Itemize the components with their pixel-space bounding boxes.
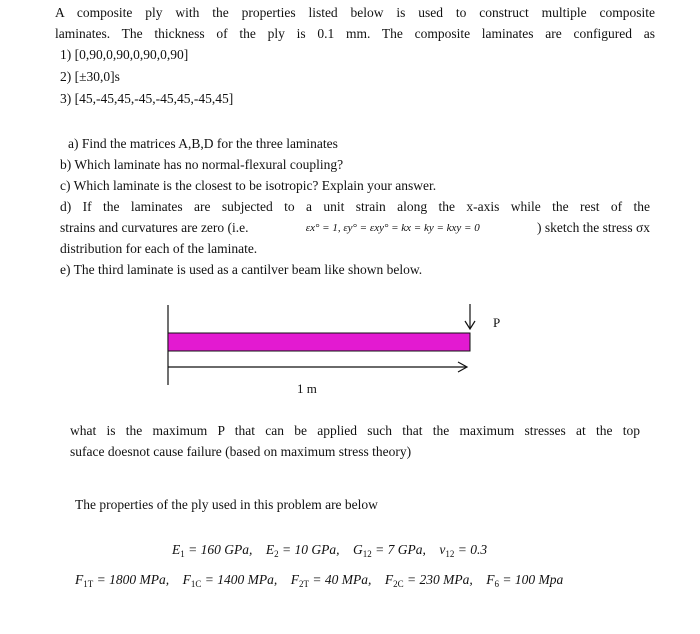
question-c: c) Which laminate is the closest to be isotropic? Explain your answer. xyxy=(60,178,437,193)
question-d-text-a: strains and curvatures are zero (i.e. xyxy=(60,220,249,235)
F2C-value: 230 MPa, xyxy=(419,572,473,587)
followup-line-2: suface doesnot cause failure (based on maximum stress theory) xyxy=(70,444,412,459)
intro-paragraph xyxy=(55,2,655,44)
length-label: 1 m xyxy=(297,381,317,396)
F1T-symbol: $F_{1T}$ = xyxy=(75,572,106,589)
laminate-config-3: 3) [45,-45,45,-45,-45,45,-45,45] xyxy=(60,91,234,106)
E1-symbol: $E_1$ = xyxy=(172,542,198,559)
v12-symbol: $v_{12}$ = xyxy=(439,542,467,559)
load-label: P xyxy=(493,315,500,330)
G12-symbol: $G_{12}$ = xyxy=(353,542,385,559)
followup-line-1: what is the maximum P that can be applied such that the maximum stresses at the top xyxy=(70,423,640,438)
F1T-value: 1800 MPa, xyxy=(109,572,170,587)
laminate-config-1: 1) [0,90,0,90,0,90,0,90] xyxy=(60,47,189,62)
E2-symbol: $E_2$ = xyxy=(265,542,292,559)
F6-value: 100 Mpa xyxy=(514,572,564,587)
question-d-line-3: distribution for each of the laminate. xyxy=(60,241,258,256)
F1C-value: 1400 MPa, xyxy=(217,572,278,587)
question-d-line-1: d) If the laminates are subjected to a unit strain along the x-axis while the rest of the xyxy=(60,199,650,214)
question-d-text-b: ) sketch the stress σx xyxy=(536,220,650,235)
F2T-symbol: $F_{2T}$ = xyxy=(290,572,322,589)
properties-intro: The properties of the ply used in this problem are below xyxy=(75,497,378,512)
F1C-symbol: $F_{1C}$ = xyxy=(182,572,214,589)
v12-value: 0.3 xyxy=(470,542,488,557)
E1-value: 160 GPa, xyxy=(200,542,253,557)
G12-value: 7 GPa, xyxy=(387,542,426,557)
question-b: b) Which laminate has no normal-flexural coupling? xyxy=(60,157,344,172)
properties-line-2 xyxy=(75,569,563,595)
cantilever-beam-diagram xyxy=(160,300,500,410)
laminate-config-2: 2) [±30,0]s xyxy=(60,69,120,84)
followup-question xyxy=(70,420,640,462)
properties-line-1 xyxy=(172,539,487,565)
E2-value: 10 GPa, xyxy=(294,542,340,557)
question-d-strain-condition: εx° = 1, εy° = εxy° = kx = ky = kxy = 0 xyxy=(305,222,480,234)
F2T-value: 40 MPa, xyxy=(324,572,372,587)
F2C-symbol: $F_{2C}$ = xyxy=(384,572,417,589)
F6-symbol: $F_6$ = xyxy=(486,572,512,589)
intro-line-1: A composite ply with the properties listed below is used to construct multiple composite xyxy=(55,5,655,20)
intro-line-2: laminates. The thickness of the ply is 0.1 mm. The composite laminates are configured as xyxy=(55,26,655,41)
question-d-line-2 xyxy=(60,217,650,239)
question-e: e) The third laminate is used as a cantilver beam like shown below. xyxy=(60,262,423,277)
cantilever-beam-figure xyxy=(160,300,500,410)
question-a: a) Find the matrices A,B,D for the three laminates xyxy=(68,136,338,151)
beam xyxy=(168,333,470,351)
